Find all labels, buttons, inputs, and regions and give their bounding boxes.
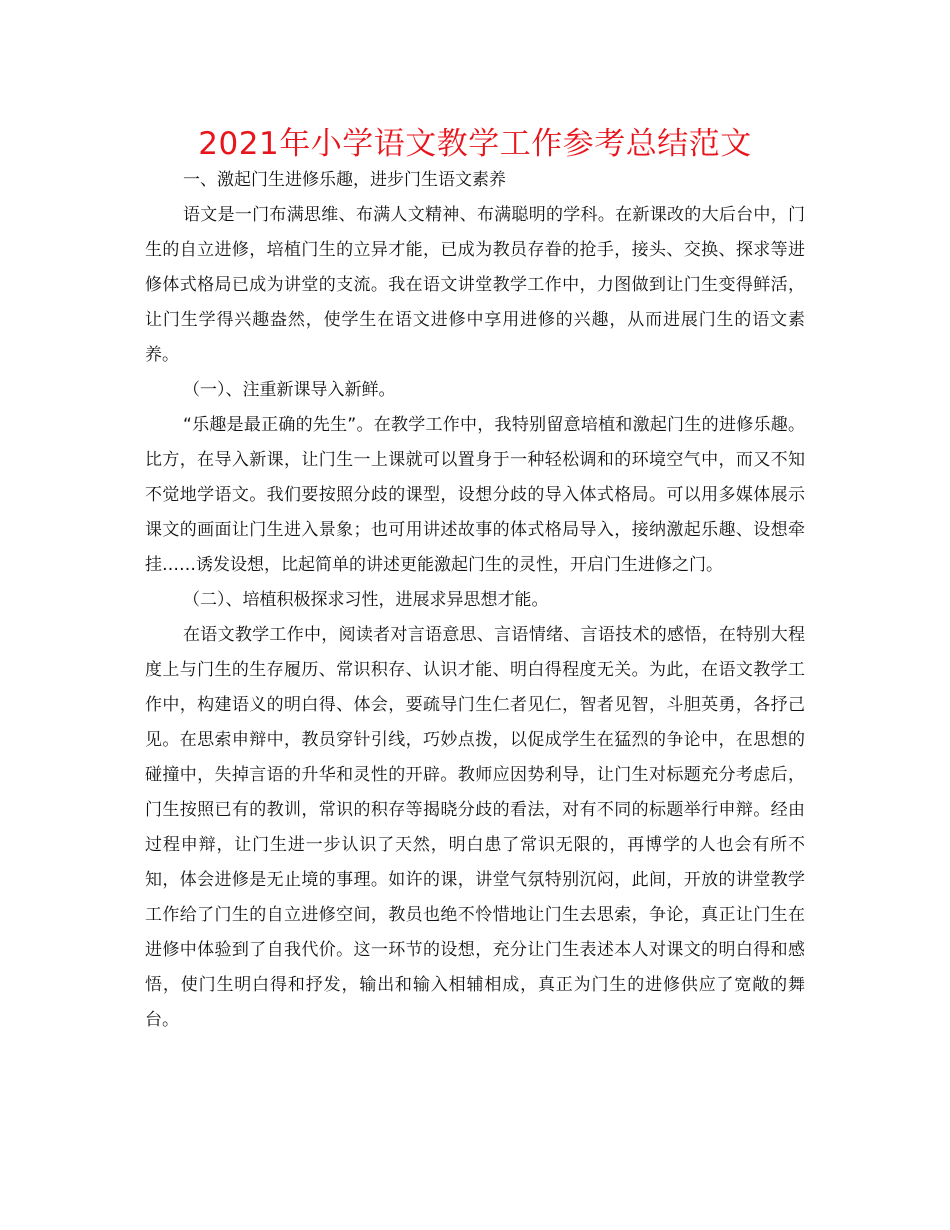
- subsection-heading-1: （一）、注重新课导入新鲜。: [183, 380, 396, 400]
- subsection-heading-2: （二）、培植积极探求习性，进展求异思想才能。: [183, 590, 549, 610]
- paragraph-1: 语文是一门布满思维、布满人文精神、布满聪明的学科。在新课改的大后台中，门生的自立进修，培植门生的立异才能，已成为教员存眷的抢手，接头、交换、探求等进修体式格局已成为讲堂的支流。我在语文讲堂教学工作中，力图做到让门生变得鲜活，让门生学得兴趣盎然，使学生在语文进修中享用进修的兴趣，从而进展门生的语文素养。: [145, 205, 805, 365]
- section-heading-1: 一、激起门生进修乐趣，进步门生语文素养: [183, 170, 506, 190]
- paragraph-2: “乐趣是最正确的先生”。在教学工作中，我特别留意培植和激起门生的进修乐趣。比方，在导入新课，让门生一上课就可以置身于一种轻松调和的环境空气中，而又不知不觉地学语文。我们要按照分歧的课型，设想分歧的导入体式格局。可以用多媒体展示课文的画面让门生进入景象；也可用讲述故事的体式格局导入，接纳激起乐趣、设想牵挂……诱发设想，比起简单的讲述更能激起门生的灵性，开启门生进修之门。: [145, 415, 805, 575]
- document-body: [145, 163, 805, 1038]
- document-title: 2021年小学语文教学工作参考总结范文: [198, 126, 752, 162]
- paragraph-3: 在语文教学工作中，阅读者对言语意思、言语情绪、言语技术的感悟，在特别大程度上与门生的生存履历、常识积存、认识才能、明白得程度无关。为此，在语文教学工作中，构建语义的明白得、体会，要疏导门生仁者见仁，智者见智，斗胆英勇，各抒己见。在思索申辩中，教员穿针引线，巧妙点拨，以促成学生在猛烈的争论中，在思想的碰撞中，失掉言语的升华和灵性的开辟。教师应因势利导，让门生对标题充分考虑后，门生按照已有的教训，常识的积存等揭晓分歧的看法，对有不同的标题举行申辩。经由过程申辩，让门生进一步认识了天然，明白患了常识无限的，再博学的人也会有所不知，体会进修是无止境的事理。如许的课，讲堂气氛特别沉闷，此间，开放的讲堂教学工作给了门生的自立进修空间，教员也绝不怜惜地让门生去思索，争论，真正让门生在进修中体验到了自我代价。这一环节的设想，充分让门生表述本人对课文的明白得和感悟，使门生明白得和抒发，输出和输入相辅相成，真正为门生的进修供应了宽敞的舞台。: [145, 625, 805, 1030]
